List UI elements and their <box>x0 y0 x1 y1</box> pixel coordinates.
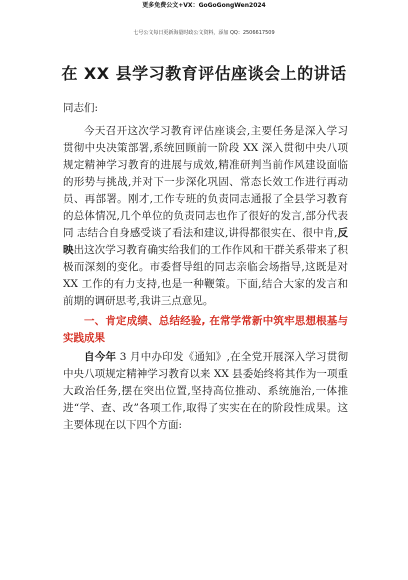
paragraph-section1-text: 3 月中办印发《通知》,在全党开展深入学习贯彻中央八项规定精神学习教育以来 XX 县委始终将其作为一项重大政治任务,摆在突出位置,坚持高位推动、系统施治,一体推进“学、查、改”各项工作,取得了实实在在的阶段性成果。这主要体现在以下四个方面: <box>63 351 348 431</box>
section-heading-1: 一、肯定成绩、总结经验, 在常学常新中筑牢思想根基与实践成果 <box>63 315 348 344</box>
paragraph-intro-emphasis: 反映 <box>63 227 349 256</box>
paragraph-intro <box>63 123 348 310</box>
paragraph-intro-text: 今天召开这次学习教育评估座谈会,主要任务是深入学习贯彻中央决策部署,系统回顾前一阶段 XX 深入贯彻中央八项规定精神学习教育的进展与成效,精准研判当前作风建设面临的形势与挑战,并对下一步深化巩固、常态长效工作进行再动员、再部署。刚才,工作专班的负责同志通报了全县学习教育的总体情况,几个单位的负责同志也作了很好的发言,部分代表同 志结合自身感受谈了看法和建议,讲得都很实在、很中肯, <box>63 125 348 239</box>
top-banner: 更多免费公文+VX：GoGoGongWen2024 <box>142 2 266 9</box>
paragraph-intro-rest: 出这次学习教育确实给我们的工作作风和干群关系带来了积极而深刻的变化。市委督导组的同志亲临会场指导,这既是对 XX 工作的有力支持,也是一种鞭策。下面,结合大家的发言和前期的调研思考,我讲三点意见。 <box>63 244 349 307</box>
paragraph-section1 <box>63 349 348 434</box>
header-notice: 七号公文每日更新海量时政公文资料，添加 QQ：2506617509 <box>133 30 275 36</box>
paragraph-section1-lead: 自今年 <box>84 351 117 363</box>
salutation: 同志们: <box>63 102 99 114</box>
document-body <box>63 100 348 434</box>
document-title: 在 XX 县学习教育评估座谈会上的讲话 <box>61 64 347 83</box>
